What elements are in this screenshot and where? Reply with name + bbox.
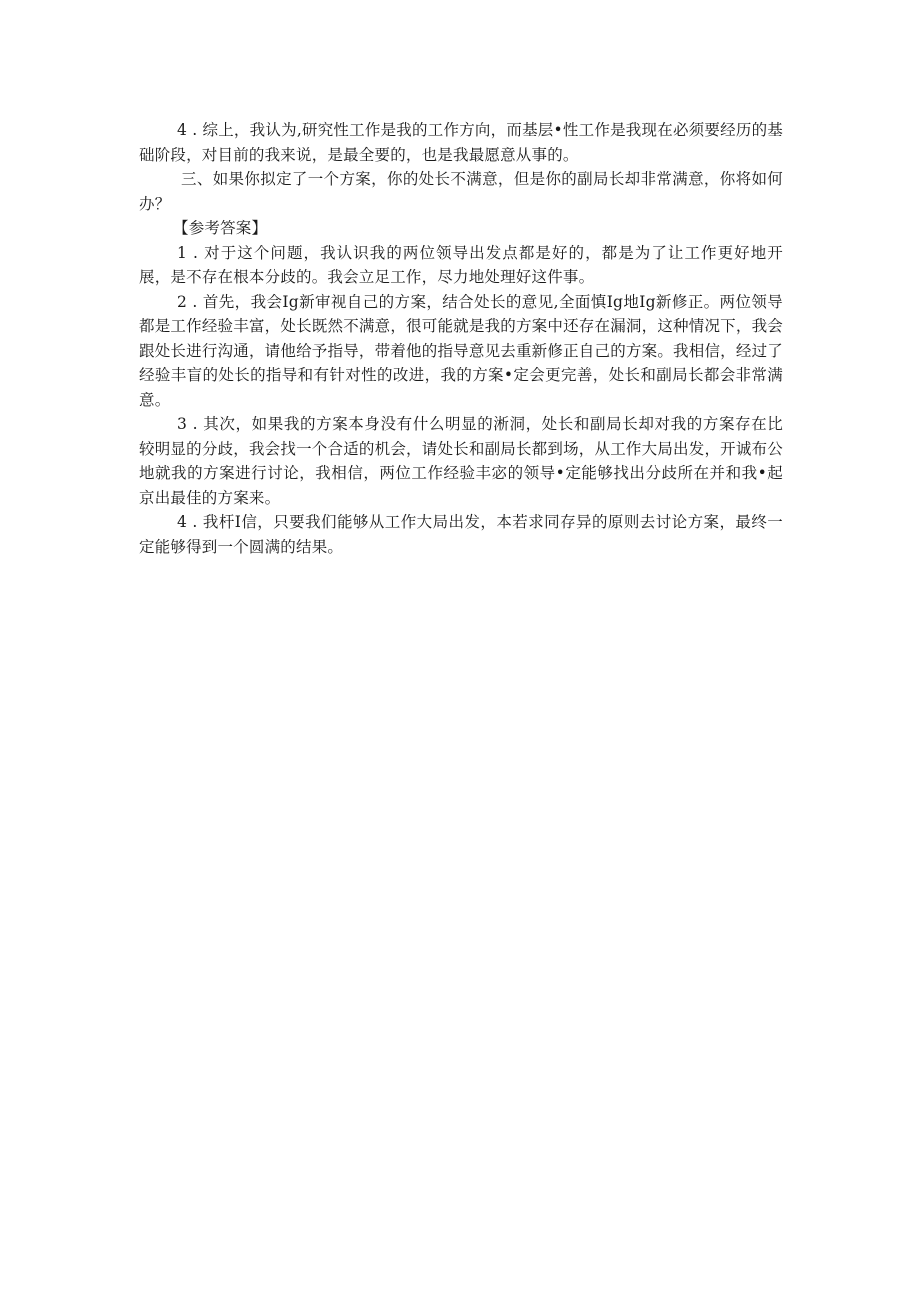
reference-answer-heading: 【参考答案】 [173, 219, 268, 237]
question-paragraph: 三、如果你拟定了一个方案，你的处长不满意，但是你的副局长却非常满意，你将如何办？ [139, 170, 783, 213]
answer-point-2: 2 . 首先，我会Ig新审视自己的方案，结合处长的意见,全面慎Ig地Ig新修正。两位领导都是工作经验丰富，处长既然不满意，很可能就是我的方案中还存在漏洞，这种情况下，我会跟处长进行沟通，请他给予指导，带着他的指导意见去重新修正自己的方案。我相信，经过了经验丰盲的处长的指导和有针对性的改进，我的方案•定会更完善，处长和副局长都会非常满意。 [139, 292, 783, 409]
answer-point-1: 1 . 对于这个问题，我认识我的两位领导出发点都是好的，都是为了让工作更好地开展，是不存在根本分歧的。我会立足工作，尽力地处理好这件事。 [139, 243, 783, 286]
document-body [139, 118, 783, 559]
answer-point-3: 3 . 其次，如果我的方案本身没有什么明显的淅洞，处长和副局长却对我的方案存在比较明显的分歧，我会找一个合适的机会，请处长和副局长都到场，从工作大局出发，开诚布公地就我的方案进行讨论，我相信，两位工作经验丰宓的领导•定能够找出分歧所在并和我•起京出最佳的方案来。 [139, 415, 783, 507]
conclusion-paragraph: 4 . 综上，我认为,研究性工作是我的工作方向，而基层•性工作是我现在必须要经历的基础阶段，对目前的我来说，是最全要的，也是我最愿意从事的。 [139, 121, 783, 164]
answer-point-4: 4 . 我杆I信，只要我们能够从工作大局出发，本若求同存异的原则去讨论方案，最终一定能够得到一个圆满的结果。 [139, 513, 783, 556]
